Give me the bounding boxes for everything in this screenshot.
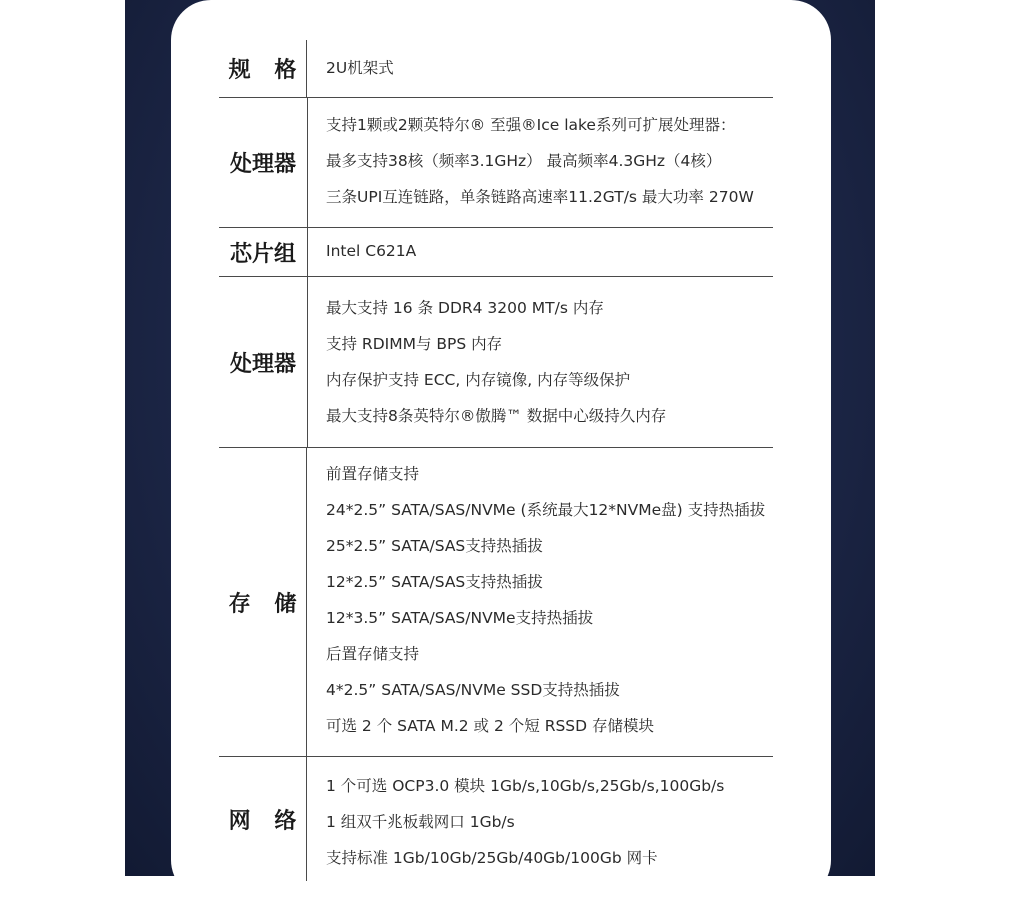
spec-line: 12*2.5” SATA/SAS支持热插拔 — [326, 573, 543, 591]
spec-line: 三条UPI互连链路，单条链路高速率11.2GT/s 最大功率 270W — [326, 188, 754, 206]
spec-line: 最大支持8条英特尔®傲腾™ 数据中心级持久内存 — [326, 407, 667, 425]
spec-line: 支持1颗或2颗英特尔® 至强®Ice lake系列可扩展处理器： — [326, 116, 736, 134]
spec-line: 后置存储支持 — [326, 645, 420, 663]
spec-label: 规 格 — [219, 40, 307, 97]
spec-line: 支持 RDIMM与 BPS 内存 — [326, 335, 503, 353]
spec-label: 存 储 — [219, 448, 307, 756]
spec-line: 1 组双千兆板载网口 1Gb/s — [326, 813, 515, 831]
spec-line: 支持标准 1Gb/10Gb/25Gb/40Gb/100Gb 网卡 — [326, 849, 658, 867]
spec-line: 2U机架式 — [326, 59, 394, 77]
spec-line: 1 个可选 OCP3.0 模块 1Gb/s,10Gb/s,25Gb/s,100Gb/s — [326, 777, 725, 795]
spec-label: 处理器 — [219, 98, 308, 227]
spec-label: 芯片组 — [219, 228, 308, 276]
spec-line: 最多支持38核（频率3.1GHz） 最高频率4.3GHz（4核） — [326, 152, 722, 170]
spec-line: 25*2.5” SATA/SAS支持热插拔 — [326, 537, 543, 555]
spec-line: 4*2.5” SATA/SAS/NVMe SSD支持热插拔 — [326, 681, 620, 699]
spec-line: 可选 2 个 SATA M.2 或 2 个短 RSSD 存储模块 — [326, 717, 655, 735]
spec-line: Intel C621A — [326, 242, 417, 260]
spec-row-chipset — [219, 228, 773, 277]
spec-line: 12*3.5” SATA/SAS/NVMe支持热插拔 — [326, 609, 594, 627]
spec-line: 24*2.5” SATA/SAS/NVMe (系统最大12*NVMe盘) 支持热插拔 — [326, 501, 766, 519]
spec-row-memory — [219, 277, 773, 448]
spec-row-storage — [219, 448, 773, 757]
spec-line: 内存保护支持 ECC, 内存镜像, 内存等级保护 — [326, 371, 631, 389]
spec-row-processor — [219, 98, 773, 228]
spec-label: 网 络 — [219, 757, 307, 881]
spec-label: 处理器 — [219, 277, 308, 447]
spec-line: 最大支持 16 条 DDR4 3200 MT/s 内存 — [326, 299, 604, 317]
spec-line: 前置存储支持 — [326, 465, 420, 483]
spec-row-network — [219, 757, 773, 881]
spec-table — [219, 40, 773, 881]
spec-row-form-factor — [219, 40, 773, 98]
